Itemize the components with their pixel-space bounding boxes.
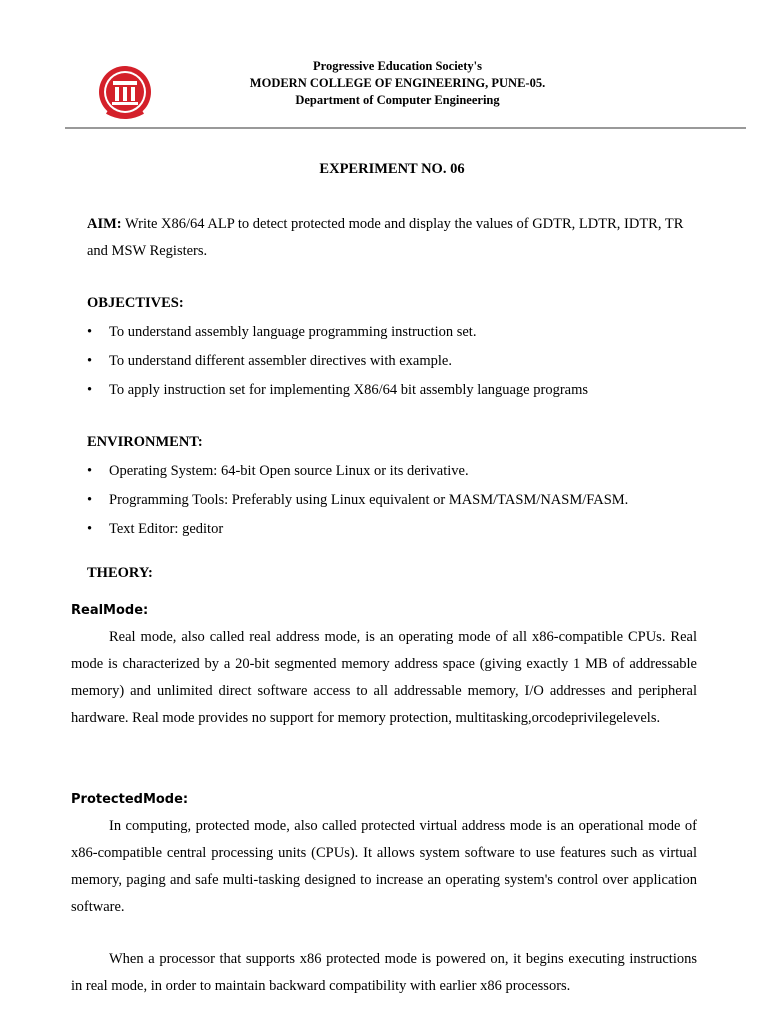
aim-label: AIM: xyxy=(87,216,122,232)
realmode-paragraph xyxy=(71,624,697,732)
objectives-list-wrap xyxy=(87,318,707,405)
objectives-heading: OBJECTIVES: xyxy=(87,295,184,311)
environment-heading: ENVIRONMENT: xyxy=(87,434,203,450)
list-item: • To understand assembly language programming instruction set. xyxy=(87,318,707,347)
protectedmode-heading: ProtectedMode: xyxy=(71,792,189,807)
aim-text: Write X86/64 ALP to detect protected mode and display the values of GDTR, LDTR, IDTR, TR and MSW Registers. xyxy=(87,216,684,259)
realmode-heading: RealMode: xyxy=(71,603,149,618)
society-name: Progressive Education Society's xyxy=(313,59,482,73)
list-item: • To understand different assembler directives with example. xyxy=(87,347,707,376)
experiment-title: EXPERIMENT NO. 06 xyxy=(319,161,465,177)
environment-list-wrap xyxy=(87,457,707,544)
college-name: MODERN COLLEGE OF ENGINEERING, PUNE-05. xyxy=(249,76,546,90)
protectedmode-text: In computing, protected mode, also called protected virtual address mode is an operational mode of x86-compatible central processing units (CPUs). It allows system software to use features such as virtual memory, paging and safe multi-tasking designed to increase an operating system's control over application software. xyxy=(71,818,697,915)
letterhead xyxy=(0,58,768,128)
list-item: • Text Editor: geditor xyxy=(87,515,707,544)
list-item: • Programming Tools: Preferably using Linux equivalent or MASM/TASM/NASM/FASM. xyxy=(87,486,707,515)
header-divider xyxy=(65,127,746,129)
objectives-list xyxy=(87,318,707,405)
list-item: • To apply instruction set for implementing X86/64 bit assembly language programs xyxy=(87,376,707,405)
aim-section xyxy=(87,211,707,265)
department-name: Department of Computer Engineering xyxy=(295,93,500,107)
realmode-text: Real mode, also called real address mode, is an operating mode of all x86-compatible CPUs. Real mode is characterized by a 20-bit segmented memory address space (giving exactly 1 MB of addressable memory) and unlimited direct software access to all addressable memory, I/O addresses and peripheral hardware. Real mode provides no support for memory protection, multitasking,orcodeprivilegelevels. xyxy=(71,629,697,726)
poweron-text: When a processor that supports x86 protected mode is powered on, it begins executing instructions in real mode, in order to maintain backward compatibility with earlier x86 processors. xyxy=(71,951,697,994)
poweron-paragraph xyxy=(71,946,697,1000)
theory-heading: THEORY: xyxy=(87,565,153,581)
environment-list xyxy=(87,457,707,544)
protectedmode-paragraph xyxy=(71,813,697,921)
list-item: • Operating System: 64-bit Open source Linux or its derivative. xyxy=(87,457,707,486)
